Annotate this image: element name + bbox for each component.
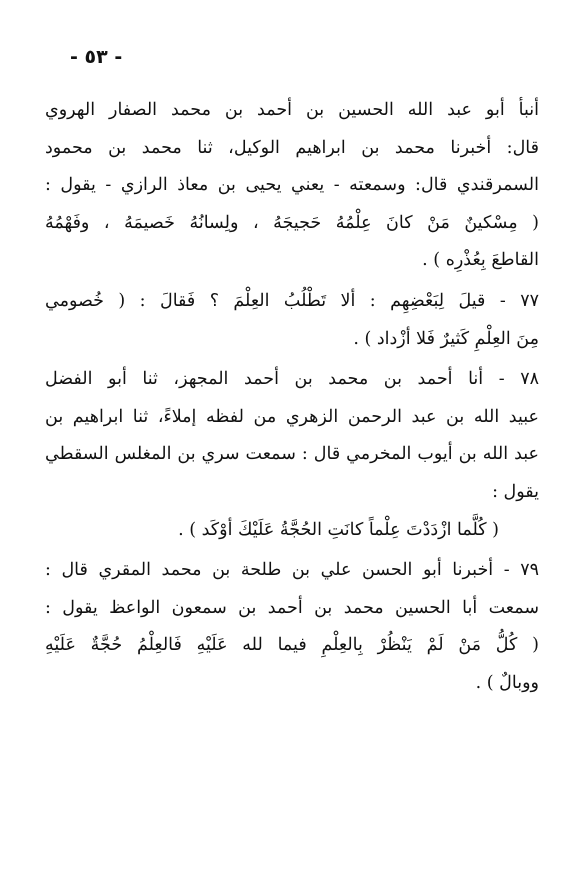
- page-body: [45, 92, 539, 703]
- text-line: عبيد الله بن عبد الرحمن الزهري من لفظه إملاءً، ثنا ابراهيم بن: [45, 406, 539, 427]
- text-line: سمعت أبا الحسين محمد بن أحمد بن سمعون الواعظ يقول :: [45, 597, 539, 618]
- text-line: ٧٩ - أخبرنا أبو الحسن علي بن طلحة بن محمد المقري قال :: [45, 560, 539, 581]
- quote-line: ( كُلُّ مَنْ لَمْ يَنْظُرْ بِالعِلْمِ فيما لله عَلَيْهِ فَالعِلْمُ حُجَّةٌ عَلَيْهِ: [45, 635, 539, 656]
- text-line: قال: أخبرنا محمد بن ابراهيم الوكيل، ثنا محمد بن محمود: [45, 137, 539, 158]
- paragraph-narration-78: [45, 361, 539, 549]
- quote-line: القاطعَ بِعُذْرِه ) .: [422, 250, 539, 271]
- text-line: عبد الله بن أيوب المخرمي قال : سمعت سري بن المغلس السقطي: [45, 444, 539, 465]
- text-line: مِنَ العِلْمِ كَثيرٌ فَلا أزْداد ) .: [353, 328, 539, 349]
- paragraph-narration-77: [45, 283, 539, 358]
- page-number: - ٥٣ -: [70, 46, 123, 68]
- paragraph-narration-79: [45, 552, 539, 702]
- text-line: ٧٧ - قيلَ لِبَعْضِهِم : ألا تَطْلُبُ العِلْمَ ؟ فَقالَ : ( خُصومي: [45, 290, 539, 311]
- text-line: أنبأ أبو عبد الله الحسين بن أحمد بن محمد الصفار الهروي: [45, 100, 539, 120]
- quote-line: ووبالٌ ) .: [475, 672, 539, 693]
- text-line: يقول :: [492, 481, 539, 502]
- paragraph-narration-76: [45, 92, 539, 280]
- text-line: السمرقندي قال: وسمعته - يعني يحيى بن معاذ الرازي - يقول :: [45, 175, 539, 196]
- quote-line: ( كُلَّما ازْدَدْتَ عِلْماً كانَتِ الحُجَّةُ عَلَيْكَ أوْكَد ) .: [178, 519, 499, 540]
- text-line: ٧٨ - أنا أحمد بن محمد بن أحمد المجهز، ثنا أبو الفضل: [45, 369, 539, 390]
- quote-line: ( مِسْكينٌ مَنْ كانَ عِلْمُهُ حَجيجَهُ ، ولِسانُهُ خَصيمَهُ ، وفَهْمُهُ: [45, 212, 539, 233]
